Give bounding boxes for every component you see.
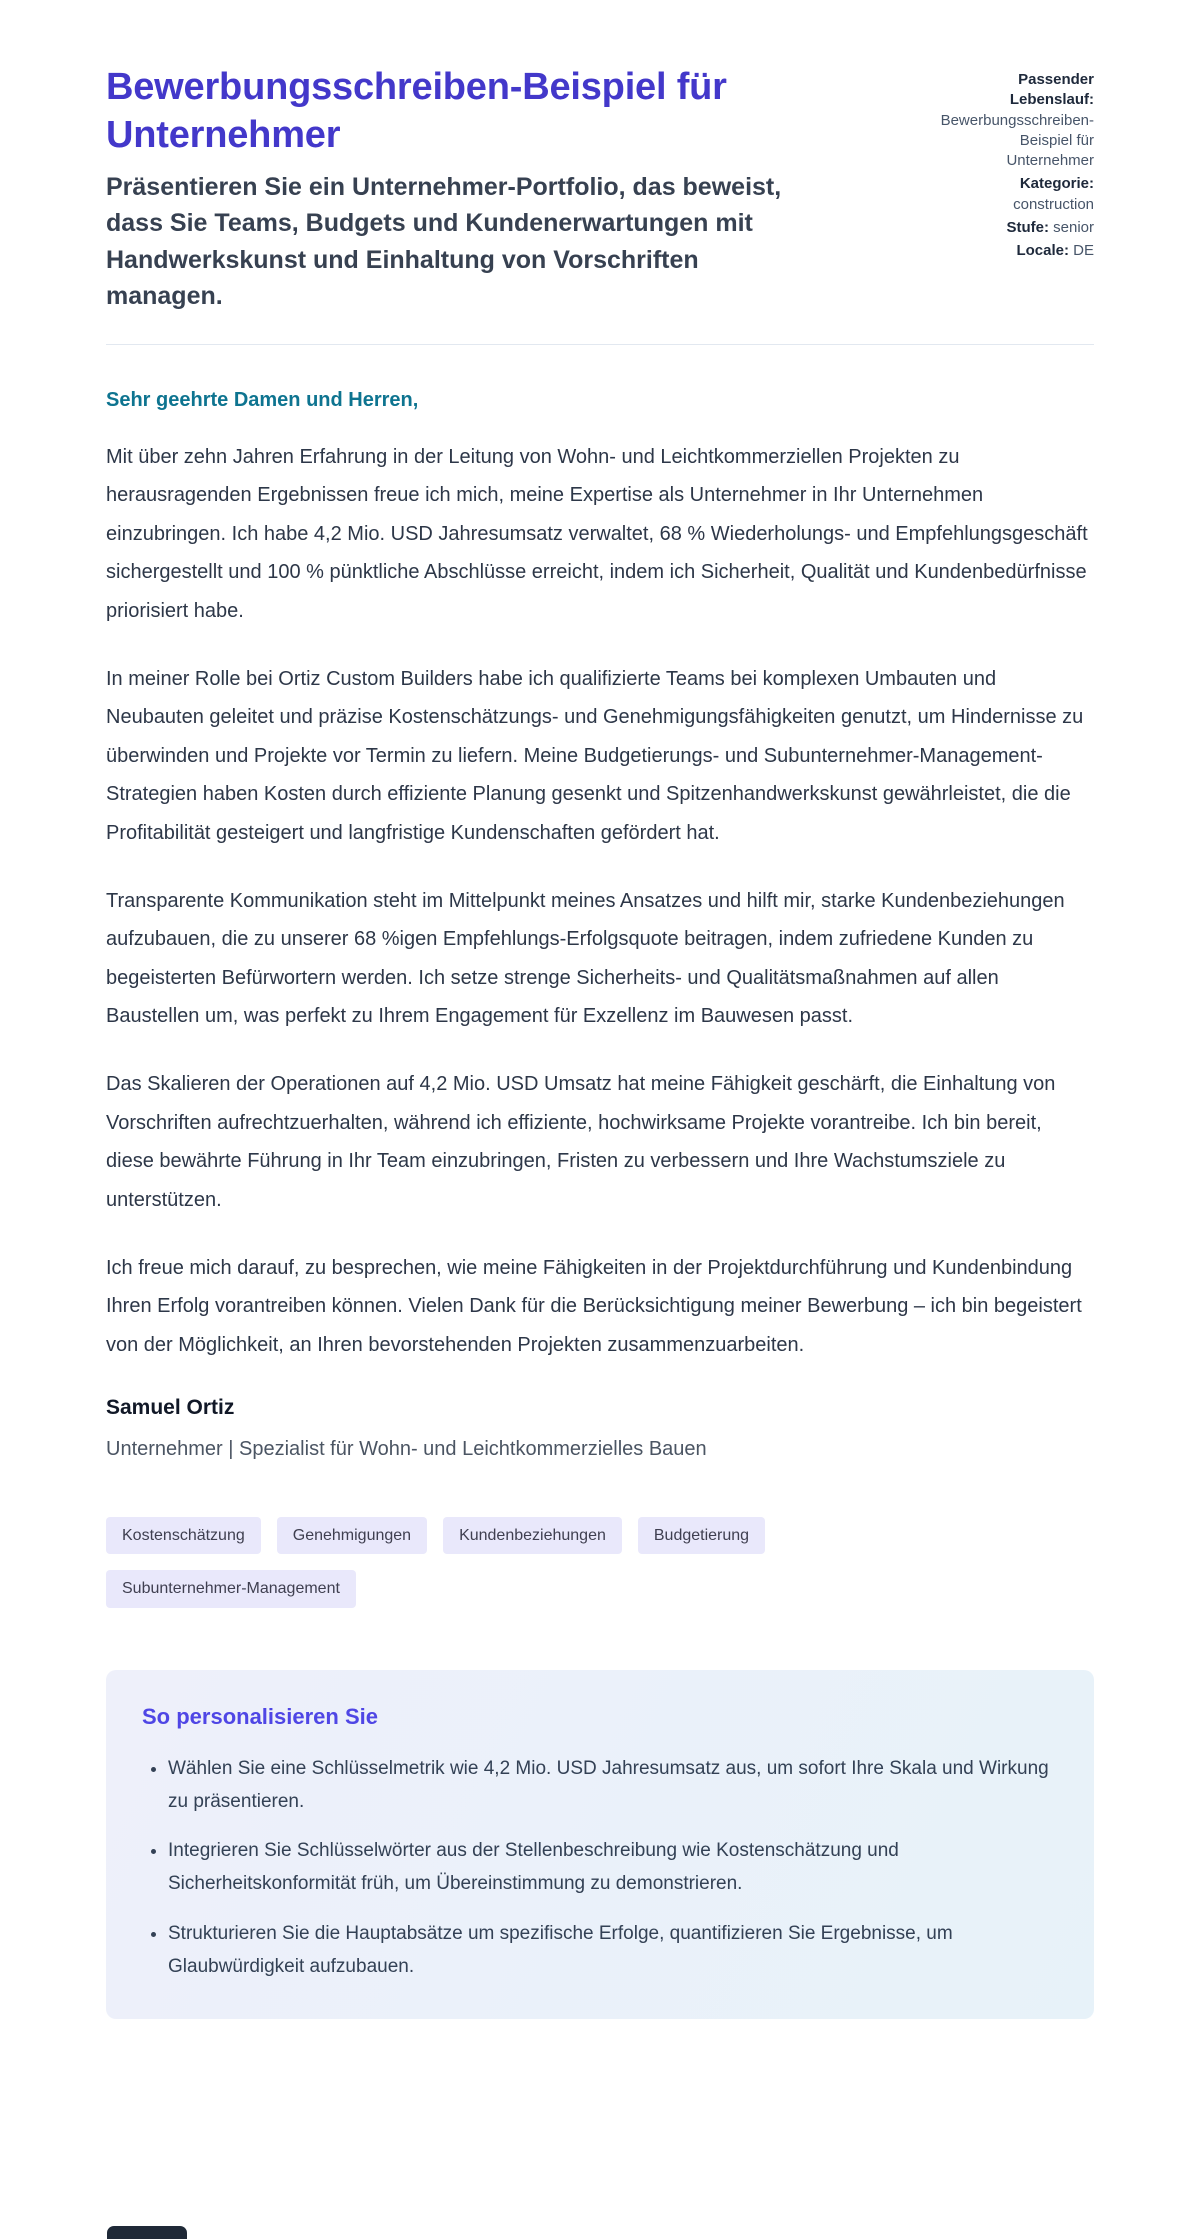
signature-role: Unternehmer | Spezialist für Wohn- und Leichtkommerzielles Bauen — [106, 1438, 707, 1461]
tips-item: • Wählen Sie eine Schlüsselmetrik wie 4,2 Mio. USD Jahresumsatz aus, um sofort Ihre Skala und Wirkung zu präsentieren. — [168, 1752, 1058, 1819]
cover-letter-body — [106, 389, 1094, 1461]
meta-category — [939, 174, 1094, 215]
meta-locale-value: DE — [1073, 242, 1094, 259]
tag-chip: Budgetierung — [638, 1517, 765, 1554]
tips-item: • Integrieren Sie Schlüsselwörter aus der Stellenbeschreibung wie Kostenschätzung und Sicherheitskonformität früh, um Übereinstimmung zu demonstrieren. — [168, 1834, 1058, 1901]
personalization-tips-box — [106, 1670, 1094, 2020]
letter-paragraph: Das Skalieren der Operationen auf 4,2 Mio. USD Umsatz hat meine Fähigkeit geschärft, die Einhaltung von Vorschriften aufrechtzuerhalten, während ich effiziente, hochwirksame Projekte vorantreibe. Ich bin bereit, diese bewährte Führung in Ihr Team einzubringen, Fristen zu verbessern und Ihre Wachstumsziele zu unterstützen. — [106, 1073, 1056, 1211]
bottom-cutoff-button[interactable] — [107, 2226, 187, 2239]
tips-list — [142, 1752, 1058, 1984]
tips-title: So personalisieren Sie — [142, 1703, 378, 1729]
signature-name: Samuel Ortiz — [106, 1396, 235, 1420]
tips-item: • Strukturieren Sie die Hauptabsätze um spezifische Erfolge, quantifizieren Sie Ergebnisse, um Glaubwürdigkeit aufzubauen. — [168, 1917, 1058, 1984]
letter-paragraph: Ich freue mich darauf, zu besprechen, wie meine Fähigkeiten in der Projektdurchführung und Kundenbindung Ihren Erfolg vorantreiben können. Vielen Dank für die Berücksichtigung meiner Bewerbung – ich bin begeistert von der Möglichkeit, an Ihren bevorstehenden Projekten zusammenzuarbeiten. — [106, 1257, 1082, 1356]
letter-paragraph: In meiner Rolle bei Ortiz Custom Builders habe ich qualifizierte Teams bei komplexen Umbauten und Neubauten geleitet und präzise Kostenschätzungs- und Genehmigungsfähigkeiten genutzt, um Hindernisse zu überwinden und Projekte vor Termin zu liefern. Meine Budgetierungs- und Subunternehmer-Management-Strategien haben Kosten durch effiziente Planung gesenkt und Spitzenhandwerkskunst gewährleistet, die die Profitabilität gesteigert und langfristige Kundenschaften gefördert hat. — [106, 667, 1084, 844]
keyword-tags — [106, 1517, 1094, 1607]
header-text-block — [106, 64, 796, 314]
meta-matching-resume-value: Bewerbungsschreiben-Beispiel für Unternehmer — [940, 111, 1094, 169]
letter-paragraph: Mit über zehn Jahren Erfahrung in der Leitung von Wohn- und Leichtkommerziellen Projekten zu herausragenden Ergebnissen freue ich mich, meine Expertise als Unternehmer in Ihr Unternehmen einzubringen. Ich habe 4,2 Mio. USD Jahresumsatz verwaltet, 68 % Wiederholungs- und Empfehlungsgeschäft sichergestellt und 100 % pünktliche Abschlüsse erreicht, indem ich Sicherheit, Qualität und Kundenbedürfnisse priorisiert habe. — [106, 446, 1088, 622]
meta-level-label: Stufe: — [1006, 218, 1049, 236]
tag-chip: Genehmigungen — [277, 1517, 427, 1554]
page-header — [106, 64, 1094, 314]
meta-level — [939, 218, 1094, 238]
meta-panel — [939, 64, 1094, 264]
header-divider — [106, 344, 1094, 345]
meta-locale-label: Locale: — [1016, 242, 1069, 259]
tags-row-2 — [106, 1570, 1094, 1607]
letter-paragraph: Transparente Kommunikation steht im Mittelpunkt meines Ansatzes und hilft mir, starke Kundenbeziehungen aufzubauen, die zu unserer 68 %igen Empfehlungs-Erfolgsquote beitragen, indem zufriedene Kunden zu begeisterten Befürwortern werden. Ich setze strenge Sicherheits- und Qualitätsmaßnahmen auf allen Baustellen um, was perfekt zu Ihrem Engagement für Exzellenz im Bauwesen passt. — [106, 889, 1065, 1028]
meta-matching-resume-label: Passender Lebenslauf: — [1009, 71, 1094, 109]
page-subtitle: Präsentieren Sie ein Unternehmer-Portfolio, das beweist, dass Sie Teams, Budgets und Kundenerwartungen mit Handwerkskunst und Einhaltung von Vorschriften managen. — [106, 173, 782, 310]
tag-chip: Subunternehmer-Management — [106, 1570, 356, 1607]
tag-chip: Kostenschätzung — [106, 1517, 261, 1554]
page-container — [106, 0, 1094, 2019]
page-title: Bewerbungsschreiben-Beispiel für Unternehmer — [106, 66, 727, 156]
meta-locale — [939, 241, 1094, 261]
meta-matching-resume — [939, 70, 1094, 171]
meta-category-value: construction — [1013, 195, 1094, 213]
letter-signature — [106, 1396, 1094, 1461]
tags-row-1 — [106, 1517, 1094, 1554]
letter-greeting: Sehr geehrte Damen und Herren, — [106, 389, 419, 411]
meta-level-value: senior — [1053, 218, 1094, 236]
meta-category-label: Kategorie: — [1019, 175, 1094, 193]
tag-chip: Kundenbeziehungen — [443, 1517, 622, 1554]
